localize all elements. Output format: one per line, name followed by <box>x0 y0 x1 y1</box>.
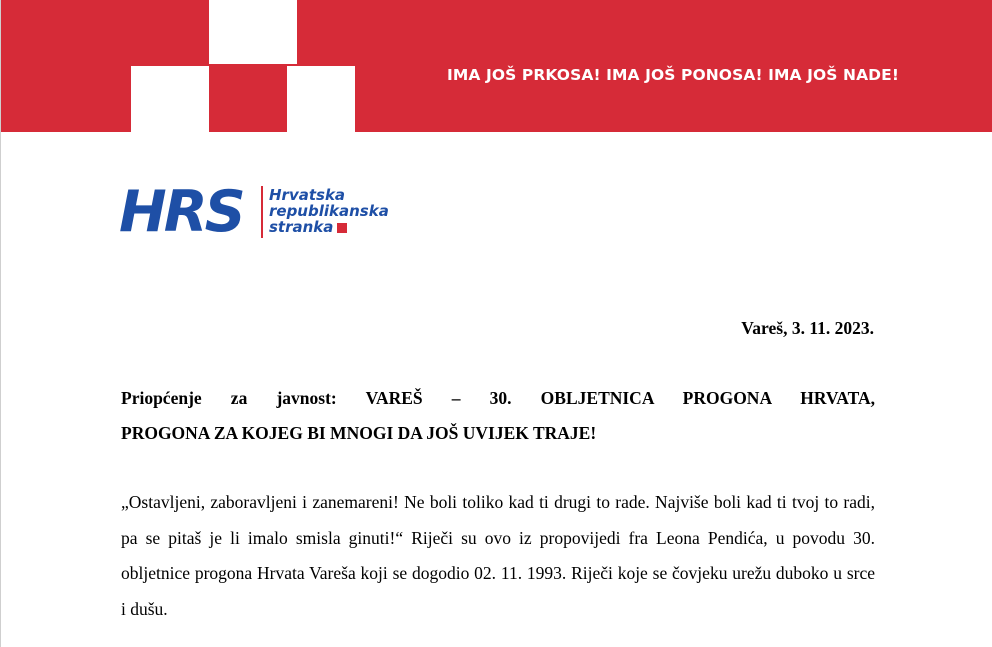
logo-wordmark <box>269 187 389 235</box>
party-logo <box>119 179 409 245</box>
press-release-headline <box>121 381 875 451</box>
body-paragraph: „Ostavljeni, zaboravljeni i zanemareni! Ne boli toliko kad ti drugi to rade. Najviše boli kad ti tvoj to radi, pa se pitaš je li imalo smisla ginuti!“ Riječi su ovo iz propovijedi fra Leona Pendića, u povodu 30. obljetnice progona Hrvata Vareša koji se dogodio 02. 11. 1993. Riječi koje se čovjeku urežu duboko u srce i dušu. <box>121 492 875 619</box>
logo-line-3-wrapper <box>269 219 389 235</box>
logo-mark: HRS <box>119 179 243 245</box>
logo-line-1: Hrvatska <box>269 186 346 204</box>
checker-square <box>287 0 297 64</box>
document-date: Vareš, 3. 11. 2023. <box>741 318 874 338</box>
checker-square <box>131 66 209 132</box>
headline-line-2: PROGONA ZA KOJEG BI MNOGI DA JOŠ UVIJEK TRAJE! <box>121 423 597 443</box>
checker-square <box>209 0 287 64</box>
logo-line-3: stranka <box>269 218 334 236</box>
logo-separator <box>261 186 263 238</box>
checker-square <box>287 66 355 132</box>
banner-slogan: IMA JOŠ PRKOSA! IMA JOŠ PONOSA! IMA JOŠ NADE! <box>447 66 899 84</box>
logo-red-square-icon <box>337 223 347 233</box>
headline-line-1: Priopćenje za javnost: VAREŠ – 30. OBLJETNICA PROGONA HRVATA, <box>121 388 875 408</box>
header-banner <box>1 0 992 132</box>
logo-line-2: republikanska <box>269 202 389 220</box>
